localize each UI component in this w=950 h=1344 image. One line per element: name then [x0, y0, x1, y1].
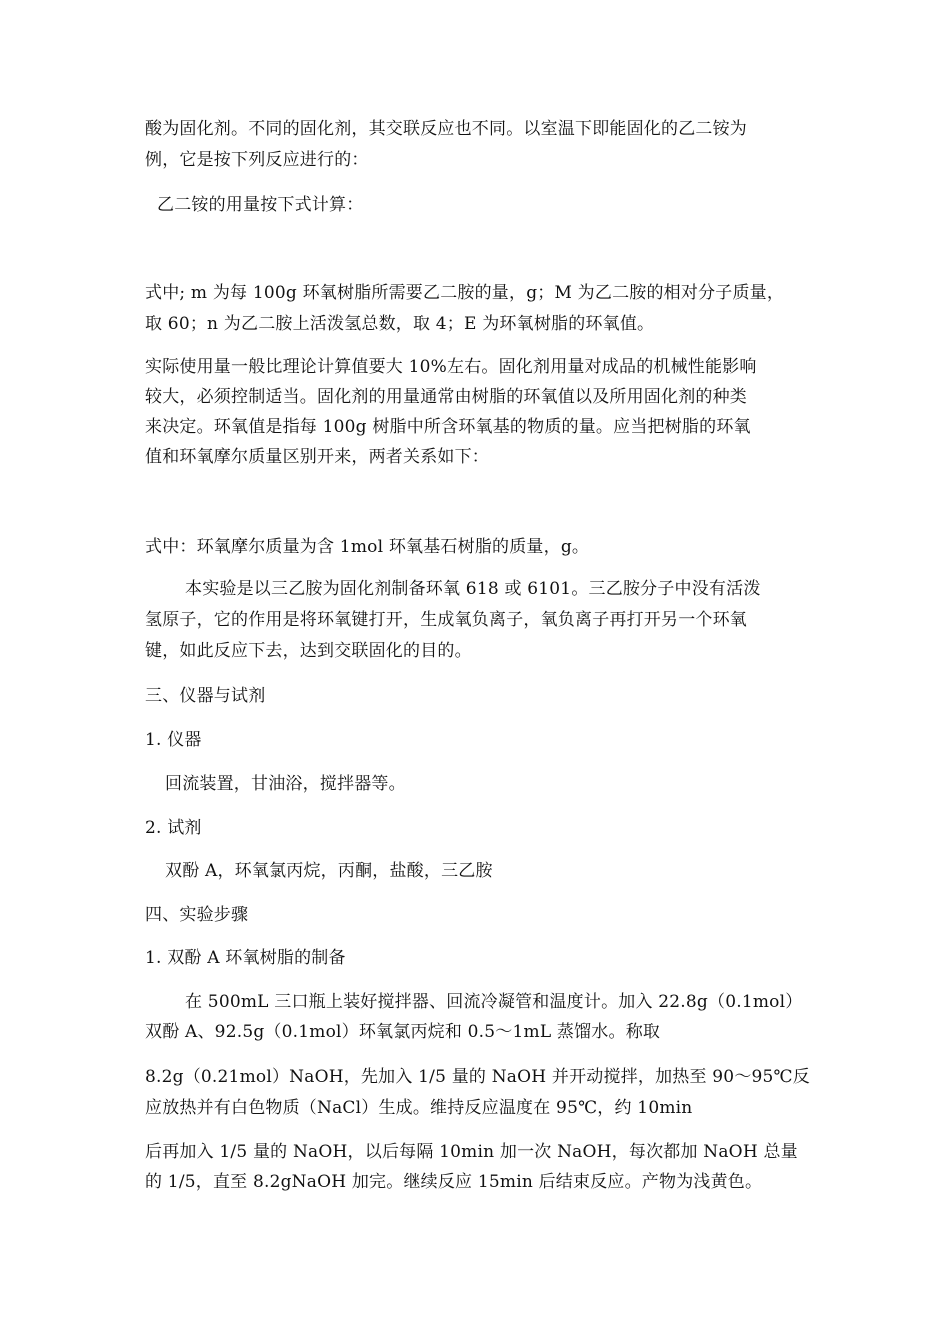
paragraph-line: 8.2g（0.21mol）NaOH，先加入 1/5 量的 NaOH 并开动搅拌，加热至 90～95℃反 — [145, 1067, 810, 1087]
paragraph-line: 式中：环氧摩尔质量为含 1mol 环氧基石树脂的质量，g。 — [145, 537, 590, 557]
paragraph-line: 较大，必须控制适当。固化剂的用量通常由树脂的环氧值以及所用固化剂的种类 — [145, 387, 747, 407]
subsection-heading: 2. 试剂 — [145, 818, 202, 838]
paragraph-line: 的 1/5，直至 8.2gNaOH 加完。继续反应 15min 后结束反应。产物为浅黄色。 — [145, 1172, 763, 1192]
paragraph-line: 乙二铵的用量按下式计算： — [157, 195, 364, 215]
subsection-heading: 1. 仪器 — [145, 730, 202, 750]
subsection-heading: 1. 双酚 A 环氧树脂的制备 — [145, 948, 346, 968]
paragraph-line: 后再加入 1/5 量的 NaOH，以后每隔 10min 加一次 NaOH，每次都加 NaOH 总量 — [145, 1142, 798, 1162]
section-heading: 四、实验步骤 — [145, 905, 249, 925]
paragraph-line: 氢原子，它的作用是将环氧键打开，生成氧负离子，氧负离子再打开另一个环氧 — [145, 610, 747, 630]
paragraph-line: 实际使用量一般比理论计算值要大 10%左右。固化剂用量对成品的机械性能影响 — [145, 357, 757, 377]
paragraph-line: 双酚 A，环氧氯丙烷，丙酮，盐酸，三乙胺 — [165, 861, 493, 881]
paragraph-line: 双酚 A、92.5g（0.1mol）环氧氯丙烷和 0.5～1mL 蒸馏水。称取 — [145, 1022, 661, 1042]
paragraph-line: 应放热并有白色物质（NaCl）生成。维持反应温度在 95℃，约 10min — [145, 1098, 693, 1118]
paragraph-line: 酸为固化剂。不同的固化剂，其交联反应也不同。以室温下即能固化的乙二铵为 — [145, 119, 747, 139]
paragraph-line: 来决定。环氧值是指每 100g 树脂中所含环氧基的物质的量。应当把树脂的环氧 — [145, 417, 751, 437]
paragraph-line: 值和环氧摩尔质量区别开来，两者关系如下： — [145, 447, 489, 467]
paragraph-line: 回流装置，甘油浴，搅拌器等。 — [165, 774, 406, 794]
paragraph-line: 取 60；n 为乙二胺上活泼氢总数，取 4；E 为环氧树脂的环氧值。 — [145, 314, 655, 334]
paragraph-line: 式中; m 为每 100g 环氧树脂所需要乙二胺的量，g；M 为乙二胺的相对分子质量， — [145, 283, 785, 303]
paragraph-line: 本实验是以三乙胺为固化剂制备环氧 618 或 6101。三乙胺分子中没有活泼 — [185, 579, 761, 599]
paragraph-line: 例，它是按下列反应进行的： — [145, 150, 369, 170]
paragraph-line: 在 500mL 三口瓶上装好搅拌器、回流冷凝管和温度计。加入 22.8g（0.1mol） — [185, 992, 803, 1012]
paragraph-line: 键，如此反应下去，达到交联固化的目的。 — [145, 641, 472, 661]
section-heading: 三、仪器与试剂 — [145, 686, 266, 706]
